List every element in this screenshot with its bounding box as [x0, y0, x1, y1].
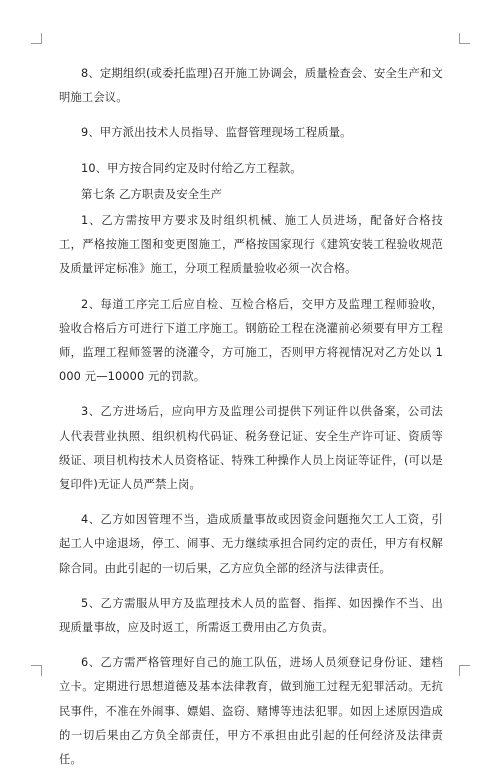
clause-2: 2、每道工序完工后应自检、互检合格后，交甲方及监理工程师验收，验收合格后方可进行下道工序施工。钢筋砼工程在浇灌前必须要有甲方工程师，监理工程师签署的浇灌令，方可施工，否则甲方将视情况对乙方处以 1000 元—10000 元的罚款。 — [59, 297, 443, 384]
clause-1: 1、乙方需按甲方要求及时组织机械、施工人员进场，配备好合格技工，严格按施工图和变更图施工，严格按国家现行《建筑安装工程验收规范及质量评定标准》施工，分项工程质量验收必须一次合格。 — [59, 214, 443, 276]
crop-mark-top-left — [31, 33, 42, 44]
crop-mark-bottom-left — [31, 665, 42, 676]
crop-mark-bottom-right — [459, 665, 470, 676]
paragraph-item-10: 10、甲方按合同约定及时付给乙方工程款。 — [81, 161, 302, 175]
clause-6: 6、乙方需严格管理好自己的施工队伍，进场人员须登记身份证、建档立卡。定期进行思想道德及基本法律教育，做到施工过程无犯罪活动。无抗民事件，不准在外闹事、嫖娼、盗窃、赌博等违法犯罪。如因上述原因造成的一切后果由乙方负全部责任，甲方不承担由此引起的任何经济及法律责任。 — [59, 656, 443, 767]
clause-5: 5、乙方需服从甲方及监理技术人员的监督、指挥、如因操作不当、出现质量事故，应及时返工，所需返工费用由乙方负责。 — [59, 596, 443, 635]
clause-3: 3、乙方进场后，应向甲方及监理公司提供下列证件以供备案，公司法人代表营业执照、组织机构代码证、税务登记证、安全生产许可证、资质等级证、项目机构技术人员资格证、特殊工种操作人员上岗证等证件，(可以是复印件)无证人员严禁上岗。 — [59, 405, 443, 492]
crop-mark-top-right — [459, 33, 470, 44]
paragraph-item-8: 8、定期组织(或委托监理)召开施工协调会，质量检查会、安全生产和文明施工会议。 — [59, 67, 443, 105]
article-7-heading: 第七条 乙方职责及安全生产 — [81, 187, 223, 201]
clause-4: 4、乙方如因管理不当，造成质量事故或因资金问题拖欠工人工资，引起工人中途退场，停工、闹事、无力继续承担合同约定的责任，甲方有权解除合同。由此引起的一切后果，乙方应负全部的经济与法律责任。 — [59, 513, 443, 575]
document-body — [59, 62, 443, 783]
paragraph-item-9: 9、甲方派出技术人员指导、监督管理现场工程质量。 — [81, 126, 352, 140]
